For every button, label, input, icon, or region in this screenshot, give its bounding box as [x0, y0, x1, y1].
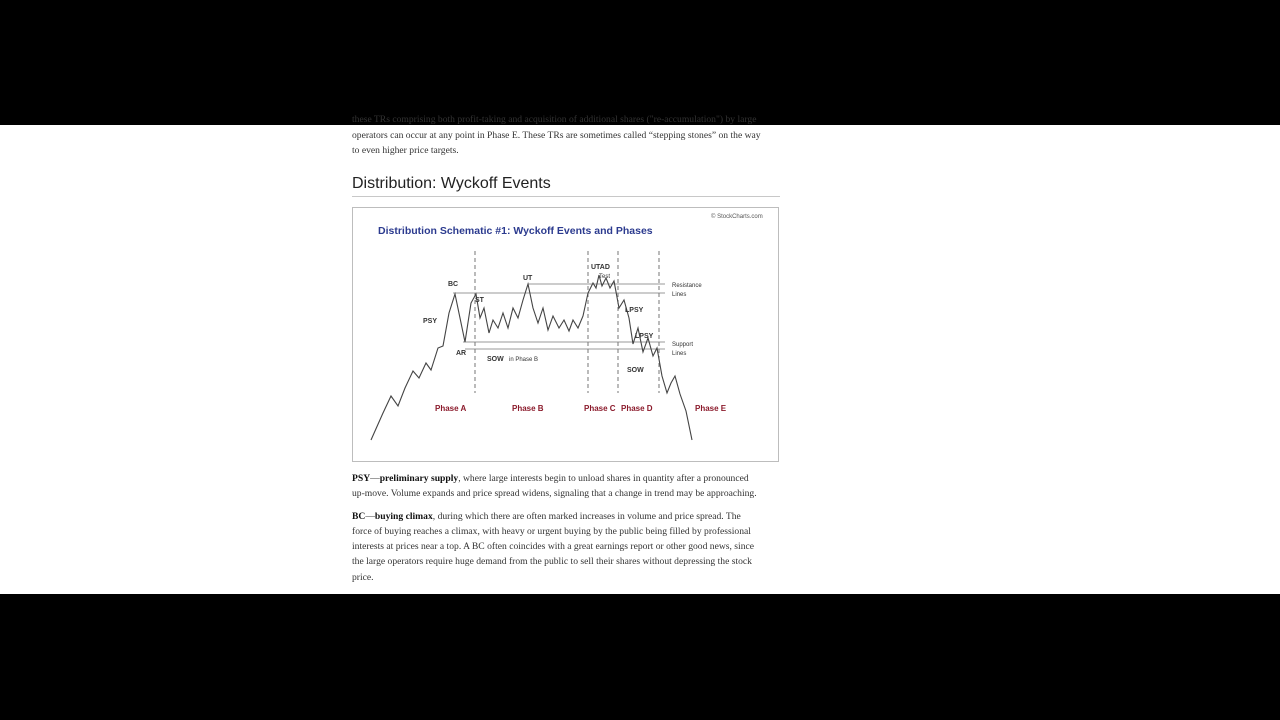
label-ut: UT [523, 275, 533, 282]
label-support-line-1: Support [672, 342, 694, 348]
label-bc: BC [448, 281, 459, 288]
section-heading: Distribution: Wyckoff Events [352, 175, 780, 197]
label-psy: PSY [423, 318, 438, 325]
definition-psy [352, 471, 782, 502]
definition-name: preliminary supply [379, 473, 459, 484]
figure-title: Distribution Schematic #1: Wyckoff Events and Phases [378, 225, 653, 237]
range-lines [453, 284, 665, 349]
label-lpsy-1: LPSY [625, 307, 644, 314]
intro-line: to even higher price targets. [352, 145, 459, 156]
definition-text: price. [352, 571, 374, 583]
schematic-svg [353, 208, 778, 461]
label-st: ST [475, 297, 484, 304]
label-resistance-line-1: Resistance [672, 283, 702, 289]
label-sow-phase-b: SOW [487, 356, 504, 363]
label-resistance-line-2: Lines [672, 292, 687, 298]
intro-line: operators can occur at any point in Phase E. These TRs are sometimes called “stepping stones” on the way [352, 129, 761, 141]
label-sow: SOW [627, 367, 644, 374]
definition-dash: — [365, 510, 375, 522]
definition-text: up-move. Volume expands and price spread widens, signaling that a change in trend may be approaching. [352, 488, 757, 500]
label-test: Test [599, 274, 611, 280]
intro-line: these TRs comprising both profit-taking and acquisition of additional shares ("re-accumulation") by large [352, 114, 757, 125]
label-lpsy-2: LPSY [635, 333, 654, 340]
label-utad: UTAD [591, 264, 610, 271]
phase-a-label: Phase A [435, 404, 467, 413]
label-support-line-2: Lines [672, 351, 687, 357]
definition-text: interests at prices near a top. A BC often coincides with a great earnings report or other good news, since [352, 541, 755, 553]
phase-d-label: Phase D [621, 404, 653, 413]
label-ar: AR [456, 350, 467, 357]
definition-term: BC [352, 510, 366, 522]
definition-term: PSY [352, 473, 371, 484]
label-in-phase-b: in Phase B [509, 357, 539, 363]
article-viewport [0, 114, 1280, 594]
phase-c-label: Phase C [584, 404, 616, 413]
distribution-schematic-figure [352, 207, 779, 462]
phase-b-label: Phase B [512, 404, 544, 413]
definition-bc [352, 509, 782, 585]
definition-dash: — [370, 473, 380, 484]
phase-e-label: Phase E [695, 404, 727, 413]
definitions-list [352, 471, 782, 592]
definition-text: , during which there are often marked increases in volume and price spread. The [432, 510, 741, 522]
definition-name: buying climax [374, 510, 433, 522]
intro-paragraph [352, 112, 782, 159]
definition-text: force of buying reaches a climax, with heavy or urgent buying by the public being filled by professional [352, 525, 751, 537]
definition-text: the large operators require huge demand from the public to sell their shares without depressing the stock [352, 556, 752, 568]
figure-credit: © StockCharts.com [711, 214, 763, 220]
definition-text: , where large interests begin to unload shares in quantity after a pronounced [458, 473, 749, 484]
